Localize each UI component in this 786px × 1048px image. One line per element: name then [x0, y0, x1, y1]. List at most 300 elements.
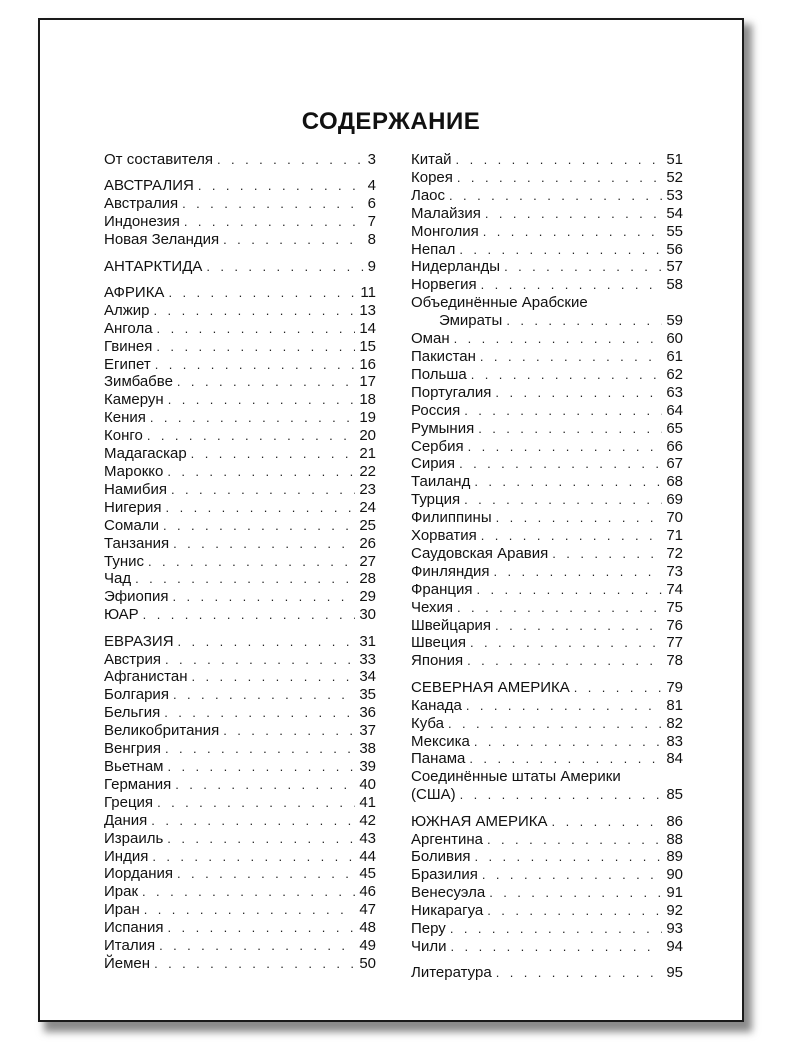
dot-leader [478, 420, 662, 438]
toc-entry[interactable] [104, 213, 376, 231]
toc-entry-page: 37 [359, 722, 376, 740]
dot-leader [171, 481, 355, 499]
toc-entry-page: 66 [666, 437, 683, 455]
toc-entry[interactable] [411, 884, 683, 902]
toc-entry[interactable] [411, 848, 683, 866]
dot-leader [552, 545, 662, 563]
dot-leader [464, 402, 662, 420]
toc-entry-title: ЕВРАЗИЯ [104, 632, 174, 650]
toc-entry-title: Мексика [411, 732, 470, 750]
toc-entry[interactable] [411, 733, 683, 751]
toc-entry-title: Алжир [104, 301, 150, 319]
dot-leader [165, 740, 355, 758]
dot-leader [154, 302, 356, 320]
toc-entry[interactable] [104, 937, 376, 955]
toc-entry-page: 88 [666, 830, 683, 848]
page-title: СОДЕРЖАНИЕ [301, 108, 481, 135]
dot-leader [151, 812, 355, 830]
dot-leader [489, 884, 662, 902]
toc-entry[interactable] [411, 151, 683, 169]
toc-entry-page: 7 [367, 213, 376, 231]
toc-entry-title: Египет [104, 355, 151, 373]
toc-entry-page: 23 [359, 480, 376, 498]
toc-entry-title: Венесуэла [411, 884, 486, 902]
dot-leader [574, 679, 663, 697]
toc-entry-page: 73 [666, 562, 683, 580]
toc-entry-page: 3 [367, 151, 376, 168]
dot-leader [450, 920, 663, 938]
toc-entry-title: Турция [411, 491, 461, 509]
dot-leader [487, 902, 662, 920]
toc-entry-title: Ангола [104, 319, 153, 337]
dot-leader [496, 964, 663, 982]
toc-entry-page: 69 [666, 491, 683, 509]
toc-entry[interactable] [104, 258, 376, 276]
dot-leader [164, 704, 355, 722]
toc-entry-page: 39 [359, 758, 376, 775]
toc-entry-title: Афганистан [104, 668, 188, 686]
toc-entry[interactable] [411, 599, 683, 617]
toc-entry-page: 28 [359, 570, 376, 588]
dot-leader [172, 588, 355, 606]
toc-entry-title: Израиль [104, 829, 164, 847]
toc-entry-title: Индия [104, 847, 149, 865]
toc-entry[interactable] [411, 402, 683, 420]
toc-entry[interactable] [411, 545, 683, 563]
dot-leader [504, 258, 662, 276]
dot-leader [467, 652, 662, 670]
toc-entry[interactable] [104, 427, 376, 445]
toc-entry-title: Гвинея [104, 337, 153, 355]
toc-entry[interactable] [104, 517, 376, 535]
toc-entry[interactable] [104, 373, 376, 391]
toc-entry[interactable] [411, 813, 683, 831]
toc-entry-page: 46 [359, 883, 376, 901]
toc-entry-page: 13 [359, 301, 376, 319]
toc-entry[interactable] [411, 223, 683, 241]
toc-entry-title: Норвегия [411, 276, 477, 294]
toc-entry[interactable] [104, 901, 376, 919]
toc-entry-title-cont: (США) [411, 786, 456, 804]
toc-entry-page: 74 [666, 580, 683, 598]
toc-entry[interactable] [104, 570, 376, 588]
toc-entry[interactable] [104, 686, 376, 704]
dot-leader [474, 733, 662, 751]
dot-leader [143, 606, 356, 624]
toc-entry-page: 18 [359, 391, 376, 409]
toc-entry-page: 50 [359, 954, 376, 972]
toc-entry-title-cont: Эмираты [439, 312, 503, 330]
toc-entry[interactable] [411, 455, 683, 473]
toc-entry[interactable] [104, 633, 376, 651]
toc-entry-title: Бразилия [411, 866, 478, 884]
toc-entry-page: 38 [359, 740, 376, 758]
dot-leader [493, 563, 662, 581]
toc-entry-page: 72 [666, 544, 683, 562]
toc-entry[interactable] [104, 195, 376, 213]
toc-entry-page: 54 [666, 204, 683, 222]
toc-entry-page: 35 [359, 686, 376, 704]
toc-entry[interactable] [411, 258, 683, 276]
dot-leader [223, 231, 364, 249]
toc-entry[interactable] [411, 750, 683, 768]
toc-entry-page: 15 [359, 337, 376, 355]
toc-entry-title: Венгрия [104, 740, 161, 758]
dot-leader [481, 276, 663, 294]
toc-entry-page: 43 [359, 829, 376, 847]
dot-leader [144, 901, 356, 919]
toc-entry-page: 21 [359, 445, 376, 463]
toc-entry[interactable] [411, 205, 683, 223]
dot-leader [148, 553, 355, 571]
toc-entry-title: Литература [411, 964, 492, 982]
dot-leader [173, 686, 355, 704]
toc-entry[interactable] [411, 652, 683, 670]
toc-entry-title: Мадагаскар [104, 445, 187, 463]
toc-entry-page: 11 [360, 283, 376, 301]
dot-leader [154, 955, 355, 973]
toc-entry-title: Великобритания [104, 722, 220, 740]
toc-entry-page: 31 [359, 632, 376, 650]
toc-entry-title: Зимбабве [104, 373, 173, 391]
toc-entry-title: ЮЖНАЯ АМЕРИКА [411, 812, 548, 830]
toc-entry[interactable] [411, 330, 683, 348]
dot-leader [496, 509, 663, 527]
toc-entry-title: Камерун [104, 391, 164, 409]
toc-entry-title: Канада [411, 696, 462, 714]
toc-entry-page: 49 [359, 937, 376, 955]
toc-entry[interactable] [104, 740, 376, 758]
toc-entry-page: 89 [666, 848, 683, 866]
dot-leader [167, 463, 355, 481]
toc-entry-title: Пакистан [411, 347, 476, 365]
toc-entry[interactable] [104, 794, 376, 812]
toc-entry-title: Лаос [411, 186, 446, 204]
toc-entry-page: 36 [359, 704, 376, 722]
toc-entry-title: Панама [411, 750, 466, 768]
dot-leader [454, 330, 663, 348]
toc-entry-title: Марокко [104, 463, 164, 480]
dot-leader [449, 187, 662, 205]
dot-leader [167, 758, 355, 776]
toc-entry-page: 48 [359, 919, 376, 937]
dot-leader [152, 848, 355, 866]
toc-entry-page: 52 [666, 168, 683, 186]
toc-entry-title: Польша [411, 365, 467, 383]
toc-entry-title: Румыния [411, 419, 475, 437]
dot-leader [456, 151, 663, 169]
toc-entry-page: 77 [666, 634, 683, 652]
toc-entry[interactable] [411, 920, 683, 938]
toc-entry-page: 81 [666, 696, 683, 714]
toc-entry[interactable] [411, 563, 683, 581]
toc-entry-title-line: Объединённые Арабские [411, 294, 588, 312]
toc-entry[interactable] [411, 420, 683, 438]
toc-entry-title: Конго [104, 427, 143, 445]
dot-leader [178, 633, 356, 651]
toc-entry[interactable] [411, 276, 683, 294]
toc-entry-title: Испания [104, 919, 164, 937]
dot-leader [483, 223, 663, 241]
toc-entry-title: Япония [411, 652, 464, 670]
dot-leader [457, 599, 662, 617]
toc-entry-page: 20 [359, 427, 376, 445]
toc-entry-title: Тунис [104, 552, 144, 570]
toc-entry[interactable] [104, 338, 376, 356]
dot-leader [159, 937, 355, 955]
toc-entry[interactable] [411, 938, 683, 956]
toc-entry-title: Саудовская Аравия [411, 544, 549, 562]
toc-entry-page: 90 [666, 866, 683, 884]
toc-entry-page: 62 [666, 365, 683, 383]
dot-leader [460, 786, 663, 804]
toc-entry-page: 60 [666, 330, 683, 348]
toc-entry[interactable] [411, 697, 683, 715]
dot-leader [457, 169, 662, 187]
toc-entry[interactable] [104, 865, 376, 883]
toc-entry[interactable] [411, 169, 683, 187]
toc-entry[interactable] [411, 438, 683, 456]
toc-entry-page: 86 [666, 812, 683, 830]
toc-entry-page: 29 [359, 588, 376, 606]
toc-entry-title: Монголия [411, 222, 479, 240]
toc-entry-title: Швейцария [411, 616, 492, 634]
toc-entry-page: 70 [666, 509, 683, 527]
dot-leader [223, 722, 355, 740]
toc-entry-title: Россия [411, 401, 461, 419]
toc-entry[interactable] [104, 830, 376, 848]
toc-entry-title: Вьетнам [104, 758, 164, 775]
dot-leader [156, 338, 355, 356]
document-page [38, 18, 744, 1022]
toc-entry-title: Кения [104, 409, 146, 427]
toc-entry[interactable] [104, 606, 376, 624]
toc-entry[interactable] [104, 231, 376, 249]
toc-entry[interactable] [411, 509, 683, 527]
toc-entry-page: 93 [666, 920, 683, 938]
toc-entry-page: 68 [666, 473, 683, 491]
toc-entry-page: 92 [666, 902, 683, 920]
toc-entry-page: 30 [359, 606, 376, 624]
toc-entry-page: 58 [666, 276, 683, 294]
toc-entry-page: 40 [359, 775, 376, 793]
toc-entry-title: От составителя [104, 151, 214, 168]
toc-entry-title: Малайзия [411, 204, 481, 222]
toc-entry[interactable] [104, 883, 376, 901]
toc-entry-page: 61 [666, 347, 683, 365]
toc-entry-page: 95 [666, 964, 683, 982]
toc-entry[interactable] [104, 588, 376, 606]
toc-entry-page: 85 [666, 786, 683, 804]
toc-entry-page: 76 [666, 616, 683, 634]
toc-entry[interactable] [411, 473, 683, 491]
dot-leader [191, 445, 356, 463]
toc-entry-title: ЮАР [104, 606, 139, 624]
dot-leader [163, 517, 355, 535]
toc-entry[interactable] [104, 668, 376, 686]
toc-entry-title: Сербия [411, 437, 464, 455]
toc-left-column [104, 151, 376, 973]
toc-entry[interactable] [104, 704, 376, 722]
toc-entry[interactable] [104, 151, 376, 169]
toc-entry-title: Германия [104, 775, 172, 793]
toc-entry-title: Дания [104, 811, 148, 829]
dot-leader [150, 409, 355, 427]
dot-leader [495, 384, 662, 402]
toc-entry-page: 84 [666, 750, 683, 768]
toc-entry[interactable] [411, 679, 683, 697]
dot-leader [165, 651, 355, 669]
toc-entry[interactable] [104, 955, 376, 973]
toc-entry[interactable] [104, 302, 376, 320]
toc-entry[interactable] [411, 384, 683, 402]
toc-entry-page: 47 [359, 901, 376, 919]
dot-leader [474, 473, 662, 491]
dot-leader [480, 348, 662, 366]
dot-leader [474, 848, 662, 866]
toc-entry[interactable] [411, 902, 683, 920]
toc-entry[interactable] [104, 553, 376, 571]
dot-leader [459, 455, 662, 473]
toc-entry-title: Нидерланды [411, 258, 501, 276]
toc-entry-title: СЕВЕРНАЯ АМЕРИКА [411, 678, 570, 696]
toc-entry[interactable] [411, 786, 683, 804]
dot-leader [482, 866, 662, 884]
toc-entry[interactable] [104, 284, 376, 302]
dot-leader [464, 491, 662, 509]
dot-leader [451, 938, 663, 956]
toc-entry[interactable] [411, 312, 683, 330]
toc-entry[interactable] [104, 848, 376, 866]
toc-entry-title: Греция [104, 793, 154, 811]
toc-entry-title: Танзания [104, 534, 170, 552]
toc-entry-title: Корея [411, 168, 453, 186]
toc-entry-title: Ирак [104, 883, 139, 901]
toc-entry[interactable] [411, 617, 683, 635]
dot-leader [177, 865, 355, 883]
toc-entry-title: Финляндия [411, 562, 490, 580]
dot-leader [487, 831, 662, 849]
toc-entry-page: 19 [359, 409, 376, 427]
toc-entry[interactable] [104, 776, 376, 794]
toc-entry-title: АНТАРКТИДА [104, 257, 203, 275]
toc-entry-page: 82 [666, 714, 683, 732]
dot-leader [166, 499, 356, 517]
toc-entry-title: Иран [104, 901, 140, 919]
toc-entry[interactable] [411, 964, 683, 982]
toc-entry-page: 59 [666, 312, 683, 330]
toc-entry-page: 75 [666, 598, 683, 616]
toc-entry-page: 14 [359, 319, 376, 337]
toc-entry-page: 94 [666, 937, 683, 955]
toc-entry[interactable] [411, 866, 683, 884]
toc-entry[interactable] [104, 758, 376, 776]
toc-entry[interactable] [411, 715, 683, 733]
toc-entry[interactable] [104, 409, 376, 427]
dot-leader [495, 617, 662, 635]
toc-entry[interactable] [411, 831, 683, 849]
toc-entry-title: Таиланд [411, 473, 471, 491]
dot-leader [177, 373, 355, 391]
toc-entry-title: Йемен [104, 954, 151, 972]
dot-leader [476, 581, 662, 599]
toc-entry[interactable] [104, 320, 376, 338]
toc-entry[interactable] [411, 634, 683, 652]
toc-entry[interactable] [104, 499, 376, 517]
toc-entry[interactable] [104, 177, 376, 195]
toc-entry-page: 41 [359, 793, 376, 811]
toc-entry-title: Болгария [104, 686, 169, 704]
toc-entry-page: 26 [359, 534, 376, 552]
toc-entry[interactable] [104, 481, 376, 499]
dot-leader [184, 213, 364, 231]
toc-entry-title: Боливия [411, 848, 471, 866]
dot-leader [206, 258, 363, 276]
toc-entry[interactable] [411, 491, 683, 509]
dot-leader [471, 366, 663, 384]
toc-entry[interactable] [104, 919, 376, 937]
toc-entry[interactable] [411, 241, 683, 259]
toc-entry-title: Куба [411, 714, 444, 732]
toc-entry-page: 78 [666, 652, 683, 670]
dot-leader [168, 284, 356, 302]
toc-entry-title: Чили [411, 937, 447, 955]
toc-entry-page: 56 [666, 240, 683, 258]
toc-entry-title: АФРИКА [104, 283, 165, 301]
toc-entry-title: Чад [104, 570, 132, 588]
toc-entry-page: 16 [359, 355, 376, 373]
toc-entry-page: 45 [359, 865, 376, 883]
dot-leader [135, 570, 355, 588]
dot-leader [168, 919, 356, 937]
toc-entry-title: Сомали [104, 516, 159, 534]
dot-leader [485, 205, 662, 223]
toc-entry[interactable] [104, 356, 376, 374]
toc-entry[interactable] [411, 581, 683, 599]
toc-entry-title: Италия [104, 937, 156, 955]
dot-leader [198, 177, 364, 195]
toc-entry[interactable] [411, 527, 683, 545]
toc-entry-title: Филиппины [411, 509, 492, 527]
toc-entry-page: 9 [367, 257, 376, 275]
dot-leader [217, 151, 364, 169]
toc-entry[interactable] [104, 391, 376, 409]
toc-entry-page: 65 [666, 419, 683, 437]
toc-entry-title: Швеция [411, 634, 466, 652]
toc-entry[interactable] [411, 348, 683, 366]
toc-entry[interactable] [411, 366, 683, 384]
toc-entry[interactable] [104, 812, 376, 830]
toc-entry[interactable] [411, 187, 683, 205]
toc-entry-page: 22 [359, 463, 376, 480]
toc-entry-page: 34 [359, 668, 376, 686]
toc-entry-title: Австралия [104, 195, 179, 213]
toc-entry[interactable] [104, 445, 376, 463]
toc-entry[interactable] [104, 722, 376, 740]
dot-leader [175, 776, 355, 794]
toc-entry[interactable] [104, 463, 376, 481]
toc-entry-title: Эфиопия [104, 588, 169, 606]
toc-entry-title: Аргентина [411, 830, 483, 848]
toc-entry-title: Китай [411, 151, 452, 168]
toc-entry[interactable] [104, 535, 376, 553]
toc-entry-title: Непал [411, 240, 456, 258]
toc-entry-page: 44 [359, 847, 376, 865]
toc-entry-title: Никарагуа [411, 902, 484, 920]
dot-leader [466, 697, 663, 715]
toc-entry[interactable] [104, 651, 376, 669]
toc-entry-page: 91 [666, 884, 683, 902]
